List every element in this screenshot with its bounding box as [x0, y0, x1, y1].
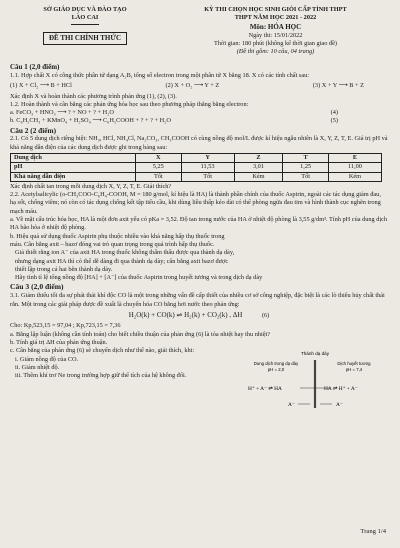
table-cell: Tốt [181, 172, 234, 181]
exam-date: Ngày thi: 15/01/2022 [248, 31, 303, 39]
page-number: Trang 1/4 [360, 528, 386, 535]
table-cell: Z [234, 153, 283, 162]
q1-eq-2: (2) X + O₂ ⟶ Y + Z [165, 82, 220, 90]
table-cell: Tốt [136, 172, 182, 181]
reaction-4-number: (4) [330, 109, 338, 117]
reaction-5-text: b. C₆H₅CH₃ + KMnO₄ + H₂SO₄ ⟶ C₆H₅COOH + ? + ? + H₂O [10, 117, 171, 125]
q1-eq-1: (1) X + Cl₂ ⟶ B + HCl [10, 82, 72, 90]
row-label-cell: Dung dịch [11, 153, 136, 162]
q3-equation-number: (6) [261, 312, 270, 320]
department-name: SỞ GIÁO DỤC VÀ ĐÀO TẠO [43, 6, 127, 13]
row-label-cell: pH [11, 163, 136, 172]
question-1-title: Câu 1 (2,0 điểm) [10, 62, 60, 71]
reaction-5-number: (5) [330, 117, 338, 125]
left-equilibrium: H⁺ + A⁻ ⇌ HA [248, 386, 282, 392]
q2-part-2-intro: 2.2. Acetylsalicylic (o-CH₃COO-C₆H₄-COOH, M = 180 g/mol, kí hiệu là HA) là thành phần chính của thuốc Aspirin, ngoài các tác dụng giảm đau, hạ sốt, chống viêm; nó còn có tác dụng chống kết tập tiểu cầu, khi dùng liều thấp kéo dài có thể phòng ngừa đau tim và hình thành cục nghẽn trong mạch máu. [10, 191, 381, 215]
q1-reaction-4 [10, 109, 388, 117]
q3-part-c3: iii. Thêm khí trơ Ne trong trường hợp giữ thể tích của hệ không đổi. [15, 372, 187, 380]
q2-part-b: b. Hiệu quả sử dụng thuốc Aspirin phụ thuộc nhiều vào khả năng hấp thụ thuốc trong máu. Cân bằng axit – bazơ đóng vai trò quan trọng trong quá trình hấp thụ thuốc. [10, 232, 225, 248]
right-equilibrium: HA ⇌ H⁺ + A⁻ [324, 386, 358, 392]
q3-part-a: a. Bằng lập luận (không cần tính toán) cho biết chiều thuận của phản ứng (6) là tỏa nhiệt hay thu nhiệt? [10, 330, 271, 338]
q1-part-2: 1.2. Hoàn thành và cân bằng các phản ứng hóa học sau theo phương pháp thăng bằng electron: [10, 100, 249, 108]
q3-part-c2: ii. Giảm nhiệt độ. [15, 363, 60, 371]
wall-label: Thành dạ dày [300, 351, 330, 356]
q1-eq-3: (3) X + Y ⟶ B + Z [312, 82, 364, 90]
anion-right: A⁻ [336, 402, 343, 408]
table-cell: Kém [234, 172, 283, 181]
q3-part-c: c. Cân bằng của phản ứng (6) sẽ chuyển dịch như thế nào, giải thích, khi: [10, 347, 195, 355]
q1-intro: 1.1. Hợp chất X có công thức phân tử dạng A₂B, tổng số electron trong một phân tử X bằng 18. X có các tính chất sau: [10, 71, 310, 79]
q3-given: Cho: Kp,523,15 = 97,04 ; Kp,723,15 = 7,36 [10, 322, 121, 330]
q3-equation-row [10, 311, 388, 320]
table-cell: 11,00 [328, 163, 381, 172]
province-name: LÀO CAI [71, 14, 99, 22]
q2-task: Xác định chất tan trong mỗi dung dịch X, Y, Z, T, E. Giải thích? [10, 182, 172, 190]
table-cell: 3,01 [234, 163, 283, 172]
q1-task: Xác định X và hoàn thành các phương trình phản ứng (1), (2), (3). [10, 92, 177, 100]
q2-intro: 2.1. Có 5 dung dịch riêng biệt: NH₃, HCl, NH₄Cl, Na₂CO₃, CH₃COOH có cùng nồng độ mol/L được kí hiệu ngẫu nhiên là X, Y, Z, T, E. Giá trị pH và khả năng dẫn điện của các dung dịch được ghi trong bảng sau: [10, 135, 388, 151]
school-year: THPT NĂM HỌC 2021 - 2022 [234, 14, 317, 22]
q2-part-a: a. Về mặt cấu trúc hóa học, HA là một đơn axit yếu có pKa = 3,52. Độ tan trong nước của HA ở nhiệt độ phòng là 3,55 g/dm³. Tính pH của dung dịch HA bão hòa ở nhiệt độ phòng. [10, 216, 388, 232]
table-cell: 1,25 [283, 163, 329, 172]
table-cell: 11,53 [181, 163, 234, 172]
stomach-wall-diagram [240, 348, 390, 418]
right-compartment-label: Dịch huyết tương [337, 361, 371, 366]
right-ph: pH = 7,4 [345, 367, 363, 372]
question-2 [10, 126, 388, 283]
table-cell: Tốt [283, 172, 329, 181]
left-ph: pH = 2,0 [267, 367, 285, 372]
exam-time: Thời gian: 180 phút (không kể thời gian giao đề) [214, 40, 337, 48]
official-exam-label: ĐỀ THI CHÍNH THỨC [43, 32, 127, 45]
q2-question: Hãy tính tỉ lệ tổng nồng độ [HA] + [A⁻] của thuốc Aspirin trong huyết tương và trong dịch dạ dày [15, 274, 263, 282]
header-right [163, 6, 388, 57]
header-left [10, 6, 160, 57]
exam-name: KỲ THI CHỌN HỌC SINH GIỎI CẤP TỈNH THPT [204, 6, 347, 13]
q3-part-c1: i. Giảm nồng độ của CO. [15, 355, 79, 363]
table-header-row [11, 153, 382, 162]
exam-header [10, 6, 388, 57]
q3-intro: 3.1. Giảm thiểu tối đa sự phát thải khí độc CO là một trong những vấn đề cấp thiết của nhiều cơ sở công nghiệp, đặc biệt là các lò thiêu hủy chất thải rắn. Một trong các giải pháp được đề xuất là chuyển hóa CO bằng hơi nước theo phản ứng: [10, 292, 385, 308]
table-cell: 5,25 [136, 163, 182, 172]
table-cell: E [328, 153, 381, 162]
solutions-table [10, 153, 382, 182]
q2-assumption: Giả thiết rằng ion A⁻ của axit HA trong thuốc không thấm thấu được qua thành dạ dày, nhưng dạng axit HA thì có thể dễ dàng đi qua thành dạ dày; cân bằng axit bazơ được thiết lập trong cả hai bên thành dạ dày. [15, 249, 235, 273]
q1-reaction-5 [10, 117, 388, 125]
row-label-cell: Khả năng dẫn điện [11, 172, 136, 181]
table-row [11, 163, 382, 172]
page-count: (Đề thi gồm: 10 câu, 04 trang) [236, 48, 315, 56]
reaction-4-text: a. FeCO₃ + HNO₃ ⟶ ? + NO + ? + H₂O [10, 109, 114, 117]
table-cell: T [283, 153, 329, 162]
q3-equation: H₂O(k) + CO(k) ⇌ H₂(k) + CO₂(k) , ΔH [128, 311, 243, 320]
question-1 [10, 63, 388, 126]
question-3-title: Câu 3 (2,0 điểm) [10, 282, 64, 292]
q1-equations [10, 82, 388, 90]
table-cell: Kém [328, 172, 381, 181]
table-cell: Y [181, 153, 234, 162]
left-compartment-label: Dung dịch trong dạ dày [253, 361, 299, 366]
question-2-title: Câu 2 (2 điểm) [10, 125, 57, 135]
table-cell: X [136, 153, 182, 162]
subject: Môn: HÓA HỌC [249, 22, 302, 31]
header-underline [71, 24, 99, 25]
q3-part-b: b. Tính giá trị ΔH của phản ứng thuận. [10, 338, 108, 346]
table-row [11, 172, 382, 181]
anion-left: A⁻ [288, 402, 295, 408]
